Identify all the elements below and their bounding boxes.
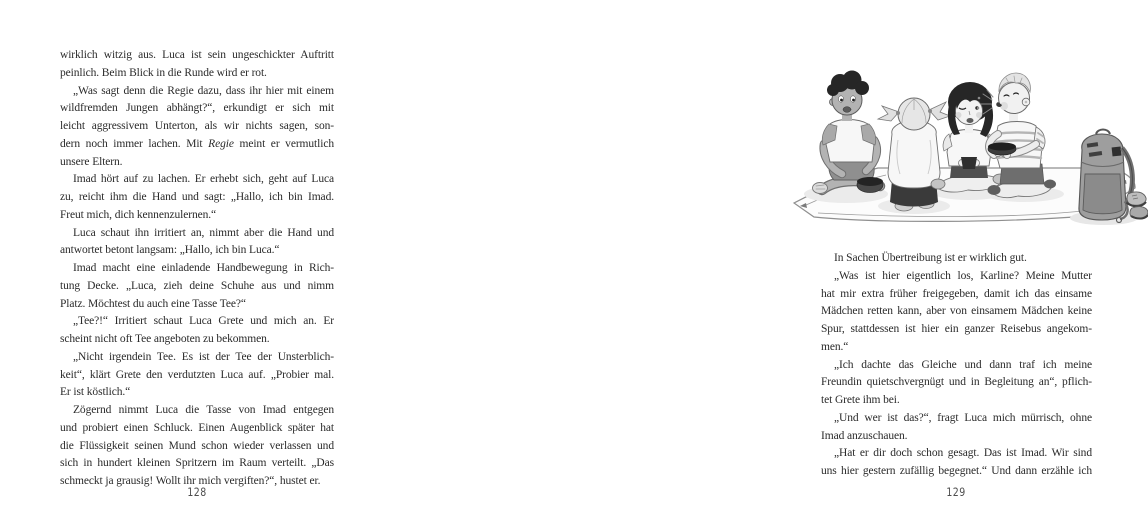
right-page-number: 129 [946, 485, 966, 499]
text-line: tung Decke. „Luca, zieh deine Schuhe aus und nimm [60, 279, 334, 292]
text-line: „Was ist hier eigentlich los, Karline? Meine Mutter [834, 269, 1092, 282]
text-line: scheint nicht oft Tee angeboten zu bekommen. [60, 333, 270, 345]
text-line: dern noch immer lachen. Mit Regie meint er vermutlich [60, 137, 334, 150]
text-line: leicht aggressivem Unterton, als wir nichts sagen, son- [60, 120, 334, 132]
text-line: Zögernd nimmt Luca die Tasse von Imad entgegen [73, 404, 334, 416]
right-page-text [821, 250, 1092, 481]
text-line: hat mir extra früher freigegeben, damit ich das einsame [821, 287, 1092, 300]
text-line: zu, reicht ihm die Hand und sagt: „Hallo, ich bin Imad. [60, 191, 334, 203]
text-line: „Und wer ist das?“, fragt Luca mich mürrisch, ohne [834, 411, 1092, 424]
text-line: men.“ [821, 340, 849, 353]
sneakers [1127, 192, 1148, 219]
text-line: uns hier gestern zufällig begegnet.“ Und dann erzähle ich [821, 465, 1092, 477]
text-line: „Hat er dir doch schon gesagt. Das ist Imad. Wir sind [834, 447, 1092, 460]
text-line: Luca schaut ihn irritiert an, nimmt aber die Hand und [73, 226, 334, 239]
text-line: keit“, klärt Grete den verdutzten Luca auf. „Probier mal. [60, 368, 334, 381]
boy-imad-figure [813, 71, 884, 194]
text-line: peinlich. Beim Blick in die Runde wird er rot. [60, 66, 267, 79]
text-line: „Nicht irgendein Tee. Es ist der Tee der Unsterblich- [73, 350, 334, 363]
text-line: wirklich witzig aus. Luca ist sein ungeschickter Auftritt [60, 49, 334, 61]
text-line: „Ich dachte das Gleiche und dann traf ich meine [834, 358, 1092, 371]
text-line: Imad hört auf zu lachen. Er erhebt sich, geht auf Luca [73, 173, 334, 186]
text-line: und probiert einen Schluck. Einen Augenblick später hat [60, 421, 334, 434]
text-line: Spur, stattdessen ist hier ein ganzer Reisebus angekom- [821, 323, 1092, 335]
text-line: Platz. Möchtest du auch eine Tasse Tee?“ [60, 297, 246, 310]
text-line: antwortet betont langsam: „Hallo, ich bin Luca.“ [60, 244, 280, 257]
text-line: wildfremden Jungen abhängt?“, erkundigt er sich mit [60, 102, 334, 115]
pigtail-right [929, 102, 950, 120]
text-line: tet Grete ihm bei. [821, 394, 900, 406]
illustration-svg [786, 22, 1148, 234]
left-page-number: 128 [187, 485, 207, 499]
pigtail-left [878, 106, 899, 121]
text-line: Freundin quietschvergnügt und in Begleitung an“, pflich- [821, 376, 1092, 389]
text-line: sich in hundert kleinen Spritzern im Raum verteilt. „Das [60, 457, 334, 470]
text-line: Er ist köstlich.“ [60, 386, 131, 399]
backpack [1079, 130, 1132, 223]
text-line: Imad anzuschauen. [821, 429, 908, 442]
left-page [0, 0, 384, 532]
left-page-text [60, 47, 334, 491]
tea-bowl-imad [857, 177, 883, 193]
text-line: Mädchen retten kann, aber von einsamem Mädchen keine [821, 305, 1092, 318]
illustration-children-picnic [786, 22, 1148, 234]
text-line: unsere Eltern. [60, 155, 123, 168]
text-line: „Was sagt denn die Regie dazu, dass ihr hier mit einem [73, 84, 334, 97]
text-line: Freut mich, dich kennenzulernen.“ [60, 208, 217, 221]
text-line: In Sachen Übertreibung ist er wirklich gut. [834, 252, 1027, 264]
text-line: Imad macht eine einladende Handbewegung in Rich- [73, 262, 334, 274]
tea-bowl-luca [988, 143, 1016, 156]
text-line: schmeckt ja grausig! Wollt ihr mich vergiften?“, hustet er. [60, 475, 321, 487]
tea-cup [961, 157, 977, 169]
emphasized-word: Regie [208, 137, 234, 150]
text-line: die Flüssigkeit seinen Mund schon wieder verlassen und [60, 439, 334, 452]
text-line: „Tee?!“ Irritiert schaut Luca Grete und mich an. Er [73, 315, 334, 328]
right-page [384, 0, 1092, 532]
